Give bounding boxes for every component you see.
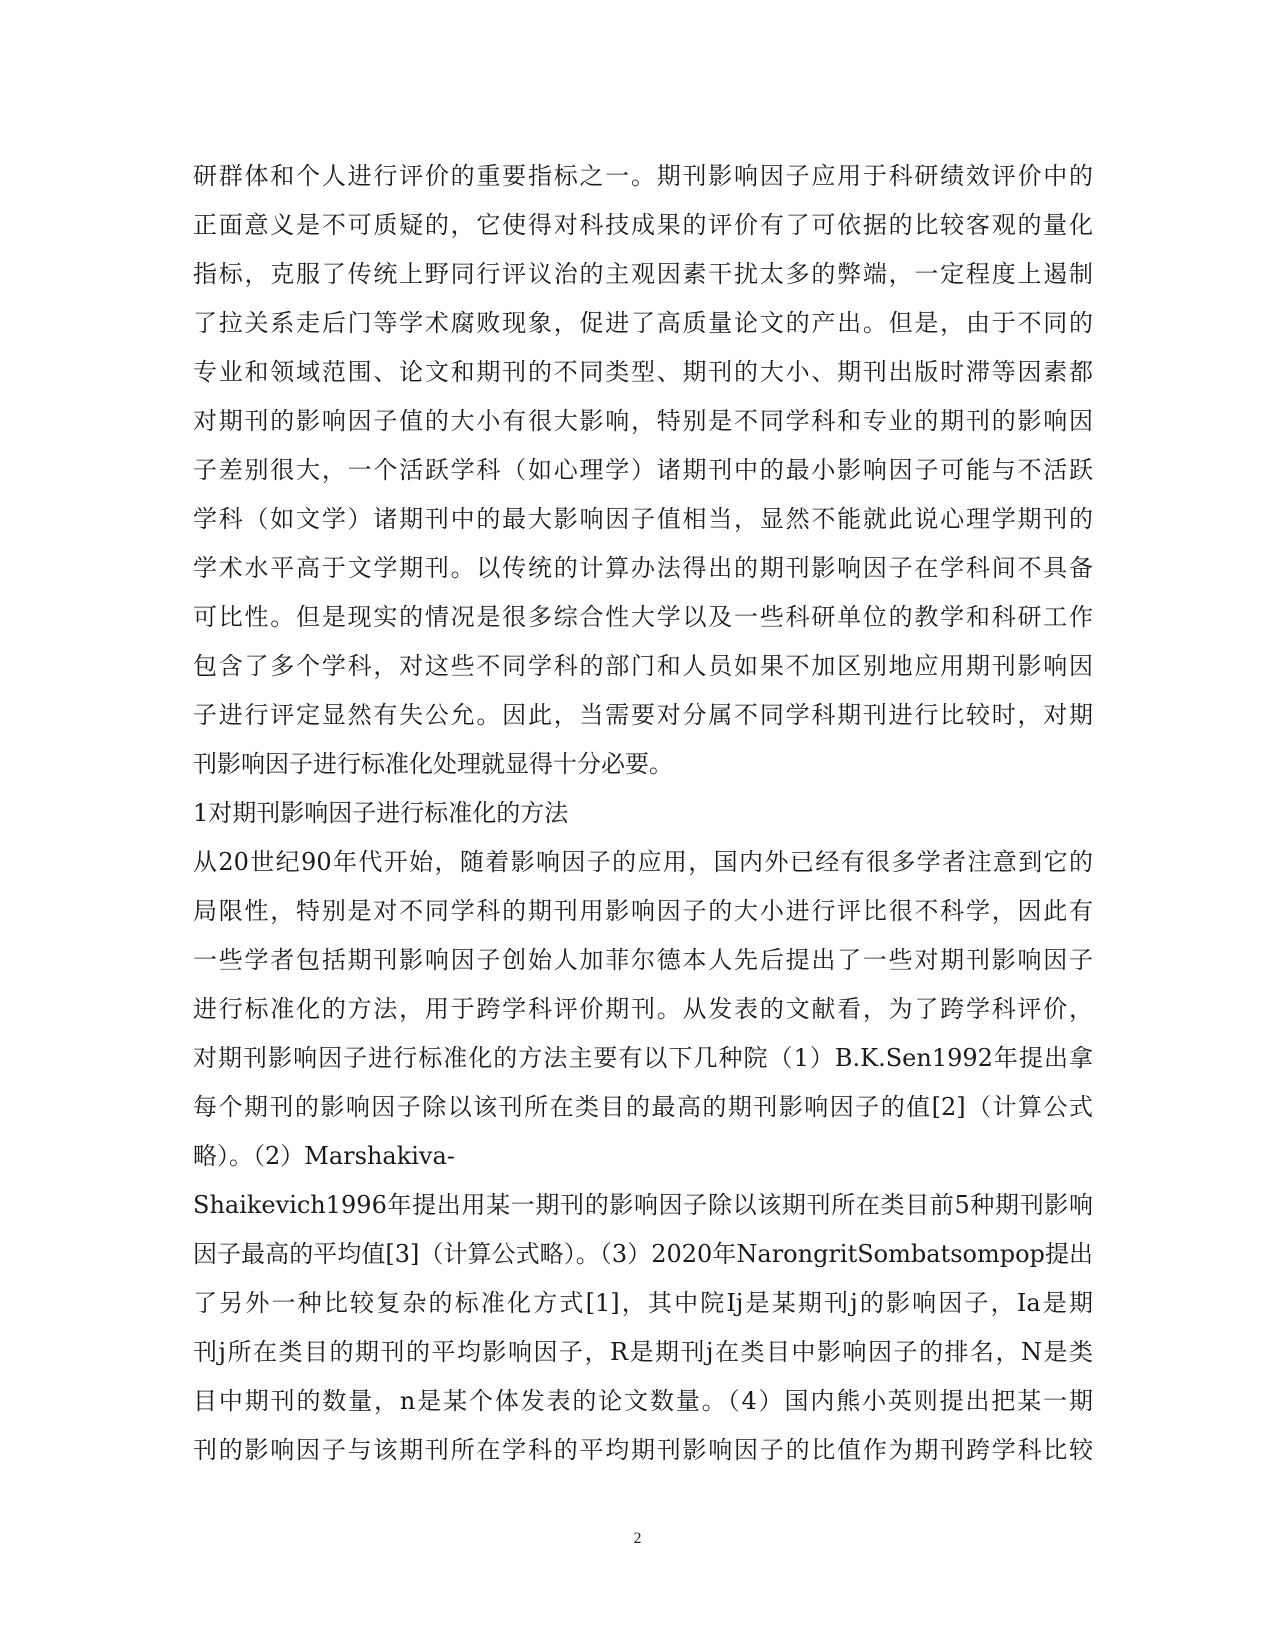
text-line: 正面意义是不可质疑的，它使得对科技成果的评价有了可依据的比较客观的量化 — [193, 211, 1093, 239]
text-line: 了拉关系走后门等学术腐败现象，促进了高质量论文的产出。但是，由于不同的 — [193, 309, 1093, 337]
text-line: 学科（如文学）诸期刊中的最大影响因子值相当，显然不能就此说心理学期刊的 — [193, 505, 1093, 533]
text-line: 刊j所在类目的期刊的平均影响因子，R是期刊j在类目中影响因子的排名，N是类 — [193, 1338, 1093, 1366]
text-line: 子进行评定显然有失公允。因此，当需要对分属不同学科期刊进行比较时，对期 — [193, 701, 1093, 729]
text-line: 刊影响因子进行标准化处理就显得十分必要。 — [193, 750, 673, 778]
text-line: 局限性，特别是对不同学科的期刊用影响因子的大小进行评比很不科学，因此有 — [193, 897, 1093, 925]
text-line: 从20世纪90年代开始，随着影响因子的应用，国内外已经有很多学者注意到它的 — [193, 848, 1093, 876]
text-line: 每个期刊的影响因子除以该刊所在类目的最高的期刊影响因子的值[2]（计算公式 — [193, 1093, 1093, 1121]
text-line: 进行标准化的方法，用于跨学科评价期刊。从发表的文献看，为了跨学科评价， — [193, 995, 1093, 1023]
text-line: 了另外一种比较复杂的标准化方式[1]，其中院Ij是某期刊j的影响因子，Ia是期 — [193, 1289, 1093, 1317]
text-line: 对期刊的影响因子值的大小有很大影响，特别是不同学科和专业的期刊的影响因 — [193, 407, 1093, 435]
text-line: 可比性。但是现实的情况是很多综合性大学以及一些科研单位的教学和科研工作 — [193, 603, 1093, 631]
page-number: 2 — [633, 1530, 642, 1547]
text-line: Shaikevich1996年提出用某一期刊的影响因子除以该期刊所在类目前5种期刊影响 — [193, 1191, 1093, 1219]
text-line: 目中期刊的数量，n是某个体发表的论文数量。（4）国内熊小英则提出把某一期 — [193, 1387, 1093, 1415]
text-line: 学术水平高于文学期刊。以传统的计算办法得出的期刊影响因子在学科间不具备 — [193, 554, 1093, 582]
text-line: 包含了多个学科，对这些不同学科的部门和人员如果不加区别地应用期刊影响因 — [193, 652, 1093, 680]
text-line: 子差别很大，一个活跃学科（如心理学）诸期刊中的最小影响因子可能与不活跃 — [193, 456, 1093, 484]
text-line: 因子最高的平均值[3]（计算公式略）。（3）2020年NarongritSombatsompop提出 — [193, 1240, 1093, 1268]
text-line: 刊的影响因子与该期刊所在学科的平均期刊影响因子的比值作为期刊跨学科比较 — [193, 1436, 1093, 1464]
text-line: 研群体和个人进行评价的重要指标之一。期刊影响因子应用于科研绩效评价中的 — [193, 162, 1093, 190]
body-text — [193, 152, 1093, 1475]
text-line: 一些学者包括期刊影响因子创始人加菲尔德本人先后提出了一些对期刊影响因子 — [193, 946, 1093, 974]
section-heading: 1对期刊影响因子进行标准化的方法 — [193, 799, 569, 827]
text-line: 略）。（2）Marshakiva- — [193, 1142, 455, 1170]
text-line: 对期刊影响因子进行标准化的方法主要有以下几种院（1）B.K.Sen1992年提出拿 — [193, 1044, 1093, 1072]
text-line: 指标，克服了传统上野同行评议治的主观因素干扰太多的弊端，一定程度上遏制 — [193, 260, 1093, 288]
text-line: 专业和领域范围、论文和期刊的不同类型、期刊的大小、期刊出版时滞等因素都 — [193, 358, 1093, 386]
